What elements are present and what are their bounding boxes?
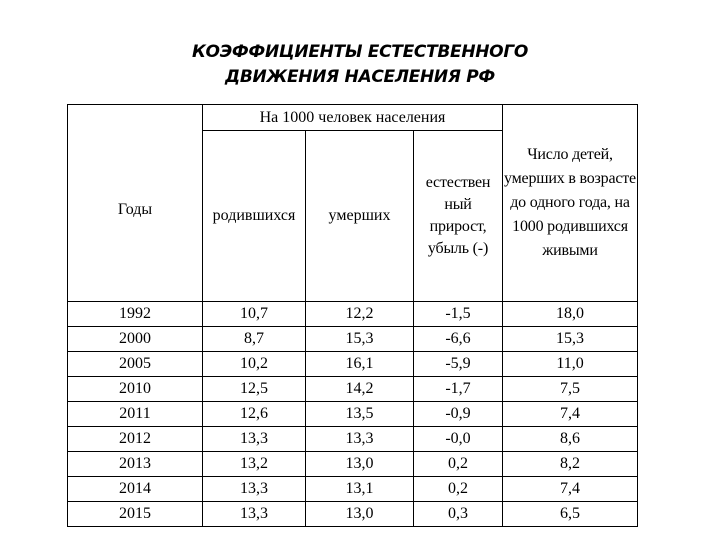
cell-born: 10,2 <box>203 352 306 377</box>
header-infant-mortality: Число детей, умерших в возрасте до одного года, на 1000 родившихся живыми <box>503 105 638 302</box>
cell-died: 13,0 <box>306 502 414 527</box>
cell-died: 13,5 <box>306 402 414 427</box>
header-born: родившихся <box>203 131 306 302</box>
cell-infant: 18,0 <box>503 302 638 327</box>
cell-died: 13,1 <box>306 477 414 502</box>
cell-born: 8,7 <box>203 327 306 352</box>
cell-change: -0,0 <box>414 427 503 452</box>
cell-year: 2000 <box>68 327 203 352</box>
cell-died: 14,2 <box>306 377 414 402</box>
cell-infant: 11,0 <box>503 352 638 377</box>
table-row <box>68 302 638 327</box>
cell-year: 2015 <box>68 502 203 527</box>
cell-change: 0,3 <box>414 502 503 527</box>
table-row <box>68 352 638 377</box>
cell-infant: 7,4 <box>503 477 638 502</box>
header-natural-change: естествен ный прирост, убыль (-) <box>414 131 503 302</box>
cell-died: 16,1 <box>306 352 414 377</box>
header-died: умерших <box>306 131 414 302</box>
table-row <box>68 402 638 427</box>
cell-year: 1992 <box>68 302 203 327</box>
cell-change: 0,2 <box>414 452 503 477</box>
cell-infant: 6,5 <box>503 502 638 527</box>
cell-born: 13,3 <box>203 477 306 502</box>
cell-born: 12,6 <box>203 402 306 427</box>
cell-born: 13,2 <box>203 452 306 477</box>
title-line-1: КОЭФФИЦИЕНТЫ ЕСТЕСТВЕННОГО <box>191 42 529 62</box>
cell-change: 0,2 <box>414 477 503 502</box>
table-row <box>68 477 638 502</box>
cell-born: 13,3 <box>203 502 306 527</box>
cell-born: 10,7 <box>203 302 306 327</box>
cell-died: 12,2 <box>306 302 414 327</box>
cell-change: -0,9 <box>414 402 503 427</box>
table-row <box>68 377 638 402</box>
cell-change: -1,5 <box>414 302 503 327</box>
table-row <box>68 502 638 527</box>
table-row <box>68 452 638 477</box>
cell-died: 15,3 <box>306 327 414 352</box>
title-line-2: ДВИЖЕНИЯ НАСЕЛЕНИЯ РФ <box>225 67 495 87</box>
cell-change: -6,6 <box>414 327 503 352</box>
cell-infant: 8,2 <box>503 452 638 477</box>
cell-change: -5,9 <box>414 352 503 377</box>
cell-year: 2012 <box>68 427 203 452</box>
cell-infant: 7,5 <box>503 377 638 402</box>
population-table <box>67 104 638 527</box>
header-per-1000: На 1000 человек населения <box>203 105 503 131</box>
cell-year: 2005 <box>68 352 203 377</box>
cell-year: 2011 <box>68 402 203 427</box>
cell-year: 2010 <box>68 377 203 402</box>
table-row <box>68 327 638 352</box>
cell-infant: 15,3 <box>503 327 638 352</box>
header-year: Годы <box>68 105 203 302</box>
cell-born: 12,5 <box>203 377 306 402</box>
cell-died: 13,3 <box>306 427 414 452</box>
cell-year: 2014 <box>68 477 203 502</box>
cell-infant: 7,4 <box>503 402 638 427</box>
cell-year: 2013 <box>68 452 203 477</box>
cell-born: 13,3 <box>203 427 306 452</box>
page-title <box>0 40 720 90</box>
cell-infant: 8,6 <box>503 427 638 452</box>
table-row <box>68 427 638 452</box>
cell-change: -1,7 <box>414 377 503 402</box>
cell-died: 13,0 <box>306 452 414 477</box>
